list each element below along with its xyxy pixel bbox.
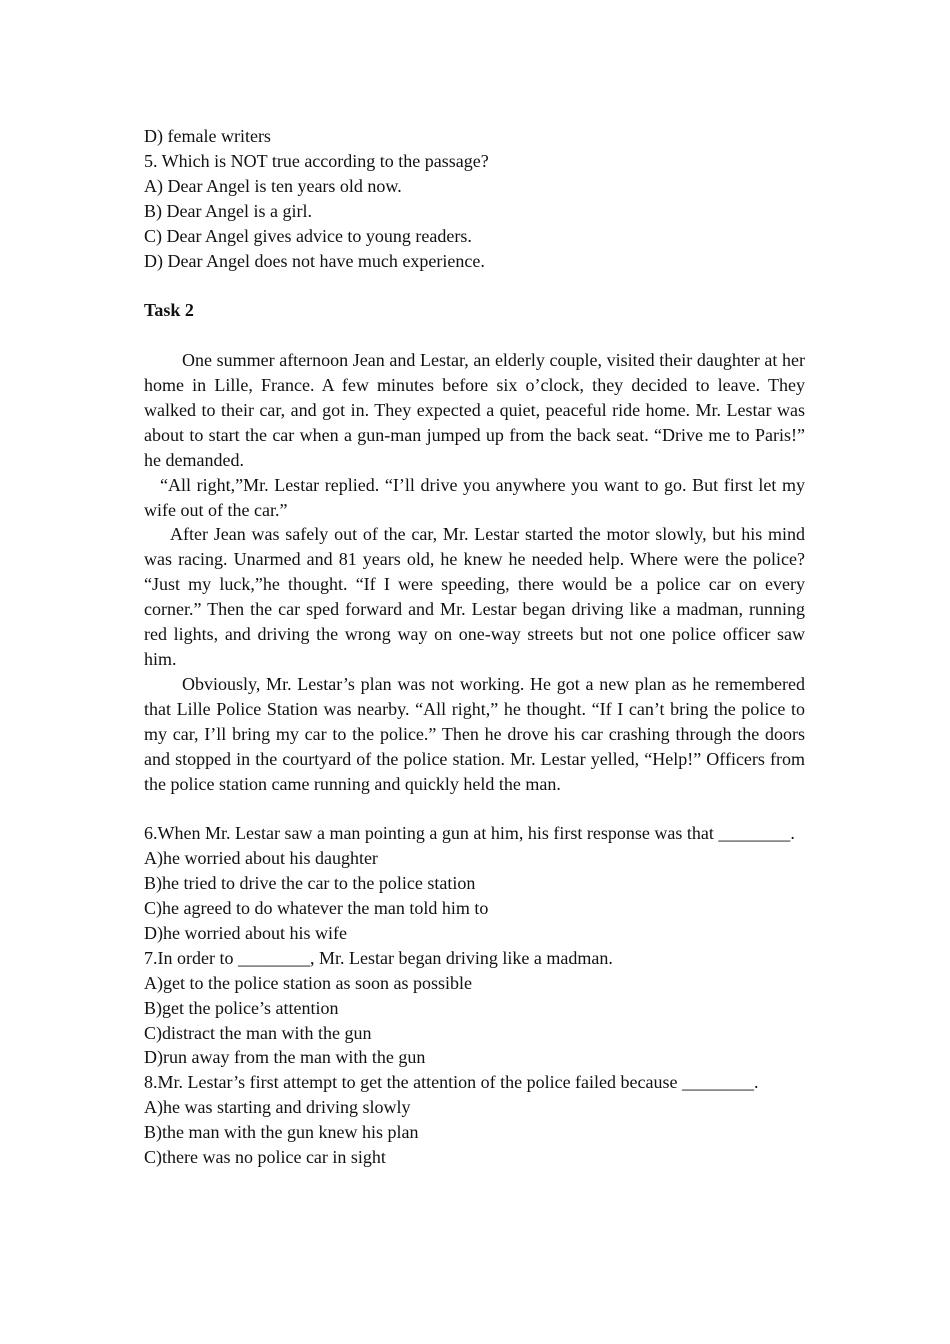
question-6-option-b: B)he tried to drive the car to the police station (144, 873, 476, 894)
question-7-option-b: B)get the police’s attention (144, 997, 339, 1018)
passage-paragraph-3: After Jean was safely out of the car, Mr. Lestar started the motor slowly, but his mind was racing. Unarmed and 81 years old, he knew he needed help. Where were the police? “Just my luck,”he thought. “If I were speeding, there would be a police car on every corner.” Then the car sped forward and Mr. Lestar began driving like a madman, running red lights, and driving the wrong way on one-way streets but not one police officer saw him. (144, 524, 805, 669)
question-5-option-a: A) Dear Angel is ten years old now. (144, 175, 402, 196)
question-5-stem: 5. Which is NOT true according to the passage? (144, 150, 489, 171)
question-6-option-d: D)he worried about his wife (144, 922, 347, 943)
question-8-option-b: B)the man with the gun knew his plan (144, 1122, 419, 1143)
passage-paragraph-2: “All right,”Mr. Lestar replied. “I’ll drive you anywhere you want to go. But first let my wife out of the car.” (144, 474, 805, 520)
question-7-option-a: A)get to the police station as soon as possible (144, 972, 472, 993)
question-5-option-d: D) Dear Angel does not have much experience. (144, 250, 485, 271)
passage-paragraph-4: Obviously, Mr. Lestar’s plan was not working. He got a new plan as he remembered that Lille Police Station was nearby. “All right,” he thought. “If I can’t bring the police to my car, I’ll bring my car to the police.” Then he drove his car crashing through the doors and stopped in the courtyard of the police station. Mr. Lestar yelled, “Help!” Officers from the police station came running and quickly held the man. (144, 673, 805, 794)
question-7 (144, 946, 805, 1071)
question-8-option-a: A)he was starting and driving slowly (144, 1097, 411, 1118)
task-title: Task 2 (144, 300, 194, 321)
question-8 (144, 1070, 805, 1170)
question-6-stem: 6.When Mr. Lestar saw a man pointing a gun at him, his first response was that ________. (144, 823, 795, 844)
passage-paragraph-1: One summer afternoon Jean and Lestar, an elderly couple, visited their daughter at her home in Lille, France. A few minutes before six o’clock, they decided to leave. They walked to their car, and got in. They expected a quiet, peaceful ride home. Mr. Lestar was about to start the car when a gun-man jumped up from the back seat. “Drive me to Paris!” he demanded. (144, 350, 805, 470)
question-7-option-d: D)run away from the man with the gun (144, 1047, 426, 1068)
question-6-option-a: A)he worried about his daughter (144, 848, 378, 869)
question-6 (144, 821, 805, 946)
question-7-option-c: C)distract the man with the gun (144, 1022, 372, 1043)
passage (144, 348, 805, 796)
question-8-option-c: C)there was no police car in sight (144, 1147, 386, 1168)
document-page (144, 124, 805, 1170)
question-5-option-c: C) Dear Angel gives advice to young readers. (144, 225, 472, 246)
option-d-prev-question: D) female writers (144, 126, 271, 146)
question-5-option-b: B) Dear Angel is a girl. (144, 200, 312, 221)
question-7-stem: 7.In order to ________, Mr. Lestar began driving like a madman. (144, 947, 613, 968)
question-8-stem: 8.Mr. Lestar’s first attempt to get the attention of the police failed because ________. (144, 1072, 759, 1093)
question-6-option-c: C)he agreed to do whatever the man told him to (144, 898, 489, 919)
